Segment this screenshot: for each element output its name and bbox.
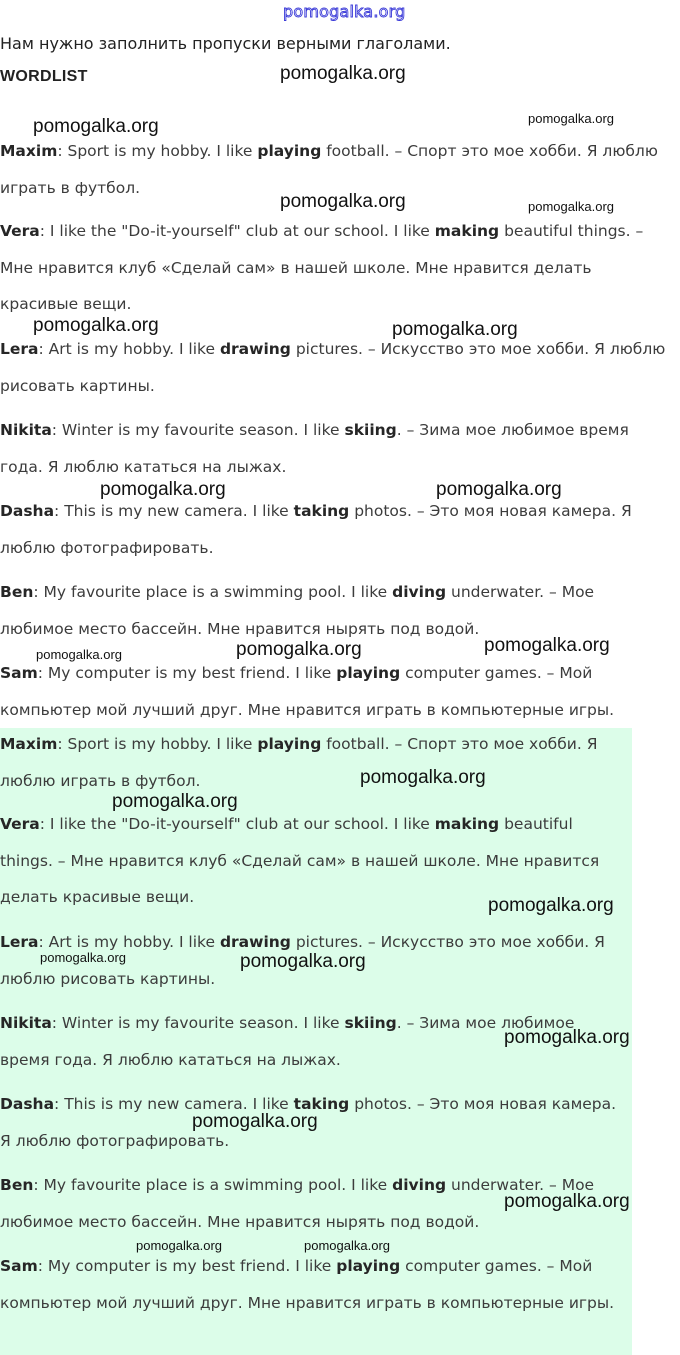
speaker-name: Dasha (0, 1095, 55, 1113)
speaker-name: Nikita (0, 421, 52, 439)
speaker-name: Lera (0, 340, 39, 358)
answer-entry-maxim (0, 726, 620, 799)
exercise-entry-dasha (0, 493, 650, 566)
answer-verb: playing (336, 1257, 401, 1275)
sentence-end: football. – Спорт это мое хобби. Я люблю играть в футбол. (0, 735, 598, 790)
watermark: pomogalka.org (192, 1111, 318, 1132)
watermark: pomogalka.org (484, 635, 610, 656)
sentence-start: : My favourite place is a swimming pool. I like (33, 1176, 393, 1194)
speaker-name: Maxim (0, 142, 58, 160)
exercise-entry-sam (0, 655, 670, 728)
answer-verb: skiing (344, 421, 397, 439)
answer-verb: playing (257, 142, 322, 160)
sentence-end: underwater. – Мое любимое место бассейн. Мне нравится нырять под водой. (0, 1176, 595, 1231)
watermark: pomogalka.org (40, 950, 126, 965)
intro-text: Нам нужно заполнить пропуски верными глаголами. (0, 34, 451, 53)
answer-verb: taking (293, 502, 350, 520)
speaker-name: Maxim (0, 735, 58, 753)
watermark: pomogalka.org (280, 191, 406, 212)
exercise-entry-lera (0, 331, 680, 404)
answer-verb: diving (392, 1176, 447, 1194)
speaker-name: Dasha (0, 502, 55, 520)
watermark: pomogalka.org (504, 1191, 630, 1212)
sentence-end: photos. – Это моя новая камера. Я люблю фотографировать. (0, 1095, 617, 1150)
sentence-start: : This is my new camera. I like (54, 1095, 294, 1113)
watermark: pomogalka.org (488, 895, 614, 916)
answer-verb: taking (293, 1095, 350, 1113)
watermark: pomogalka.org (100, 479, 226, 500)
sentence-start: : Sport is my hobby. I like (57, 142, 258, 160)
speaker-name: Sam (0, 664, 38, 682)
speaker-name: Lera (0, 933, 39, 951)
sentence-start: : Winter is my favourite season. I like (51, 421, 345, 439)
watermark: pomogalka.org (112, 791, 238, 812)
sentence-end: football. – Спорт это мое хобби. Я люблю играть в футбол. (0, 142, 658, 197)
answer-verb: making (434, 222, 500, 240)
sentence-end: photos. – Это моя новая камера. Я люблю фотографировать. (0, 502, 632, 557)
watermark: pomogalka.org (33, 315, 159, 336)
watermark: pomogalka.org (528, 199, 614, 214)
speaker-name: Sam (0, 1257, 38, 1275)
sentence-start: : This is my new camera. I like (54, 502, 294, 520)
watermark: pomogalka.org (33, 116, 159, 137)
answer-verb: playing (257, 735, 322, 753)
watermark: pomogalka.org (304, 1238, 390, 1253)
sentence-end: beautiful things. – Мне нравится клуб «Сделай сам» в нашей школе. Мне нравится делать красивые вещи. (0, 222, 644, 313)
speaker-name: Ben (0, 1176, 34, 1194)
answer-verb: skiing (344, 1014, 397, 1032)
sentence-start: : Art is my hobby. I like (38, 340, 220, 358)
speaker-name: Ben (0, 583, 34, 601)
sentence-end: computer games. – Мой компьютер мой лучший друг. Мне нравится играть в компьютерные игры. (0, 664, 615, 719)
watermark: pomogalka.org (504, 1027, 630, 1048)
answer-entry-sam (0, 1248, 620, 1321)
speaker-name: Vera (0, 815, 40, 833)
answer-verb: making (434, 815, 500, 833)
watermark: pomogalka.org (240, 951, 366, 972)
sentence-end: computer games. – Мой компьютер мой лучший друг. Мне нравится играть в компьютерные игры. (0, 1257, 615, 1312)
exercise-entry-nikita (0, 412, 660, 485)
speaker-name: Nikita (0, 1014, 52, 1032)
speaker-name: Vera (0, 222, 40, 240)
watermark: pomogalka.org (392, 319, 518, 340)
sentence-end: underwater. – Мое любимое место бассейн. Мне нравится нырять под водой. (0, 583, 595, 638)
sentence-end: . – Зима мое любимое время года. Я люблю кататься на лыжах. (0, 421, 629, 476)
wordlist-heading: WORDLIST (0, 68, 88, 85)
watermark: pomogalka.org (236, 639, 362, 660)
sentence-start: : I like the "Do-it-yourself" club at our school. I like (39, 815, 435, 833)
exercise-entry-vera (0, 213, 670, 323)
sentence-start: : My computer is my best friend. I like (37, 664, 337, 682)
sentence-end: pictures. – Искусство это мое хобби. Я люблю рисовать картины. (0, 340, 666, 395)
watermark: pomogalka.org (360, 767, 486, 788)
sentence-start: : Art is my hobby. I like (38, 933, 220, 951)
watermark: pomogalka.org (528, 111, 614, 126)
sentence-end: beautiful things. – Мне нравится клуб «Сделай сам» в нашей школе. Мне нравится делать красивые вещи. (0, 815, 600, 906)
sentence-start: : My computer is my best friend. I like (37, 1257, 337, 1275)
watermark: pomogalka.org (136, 1238, 222, 1253)
answer-verb: drawing (219, 340, 291, 358)
answer-verb: drawing (219, 933, 291, 951)
watermark: pomogalka.org (436, 479, 562, 500)
sentence-start: : I like the "Do-it-yourself" club at our school. I like (39, 222, 435, 240)
header-watermark: pomogalka.org (283, 2, 406, 21)
answer-verb: diving (392, 583, 447, 601)
watermark: pomogalka.org (280, 63, 406, 84)
answer-verb: playing (336, 664, 401, 682)
sentence-end: pictures. – Искусство это мое хобби. Я люблю рисовать картины. (0, 933, 605, 988)
sentence-end: . – Зима мое любимое время года. Я люблю кататься на лыжах. (0, 1014, 575, 1069)
watermark: pomogalka.org (36, 647, 122, 662)
sentence-start: : Winter is my favourite season. I like (51, 1014, 345, 1032)
sentence-start: : Sport is my hobby. I like (57, 735, 258, 753)
sentence-start: : My favourite place is a swimming pool. I like (33, 583, 393, 601)
